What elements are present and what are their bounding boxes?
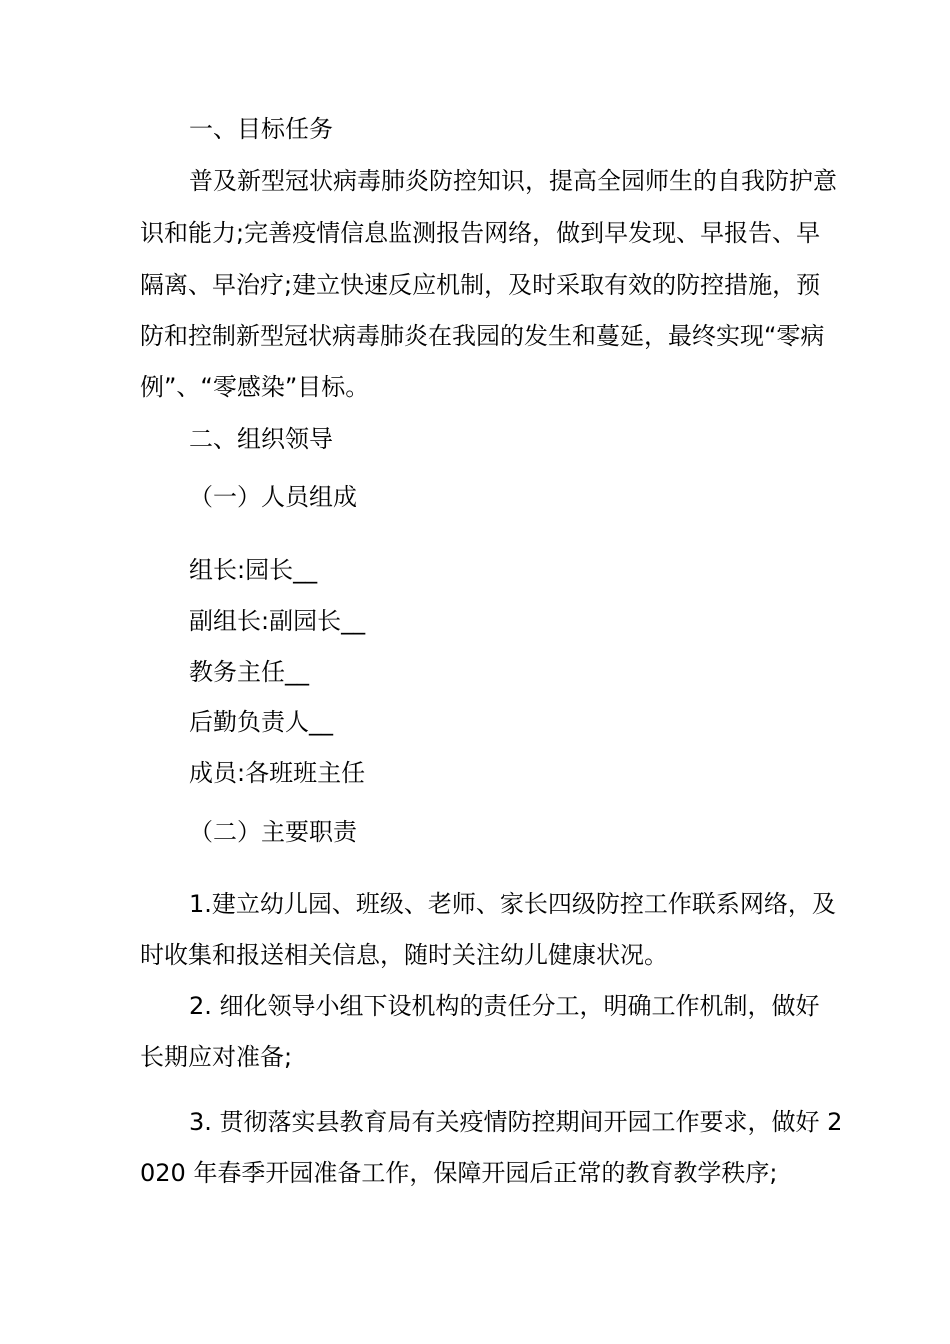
subsection-1-heading: （一）人员组成 xyxy=(189,483,357,511)
paragraph-line: 普及新型冠状病毒肺炎防控知识，提高全园师生的自我防护意 xyxy=(189,167,837,195)
member-line: 副组长:副园长__ xyxy=(189,607,366,635)
subsection-2-heading: （二）主要职责 xyxy=(189,818,357,846)
duty-item-line: 1.建立幼儿园、班级、老师、家长四级防控工作联系网络，及 xyxy=(189,890,836,918)
duty-item-line: 长期应对准备; xyxy=(140,1043,293,1071)
duty-item-line: 020 年春季开园准备工作，保障开园后正常的教育教学秩序; xyxy=(140,1159,778,1187)
member-line: 组长:园长__ xyxy=(189,556,318,584)
member-line: 成员:各班班主任 xyxy=(189,759,366,787)
paragraph-line: 隔离、早治疗;建立快速反应机制，及时采取有效的防控措施，预 xyxy=(140,271,821,299)
member-line: 教务主任__ xyxy=(189,658,309,686)
duty-item-line: 时收集和报送相关信息，随时关注幼儿健康状况。 xyxy=(140,941,668,969)
duty-item-line: 3. 贯彻落实县教育局有关疫情防控期间开园工作要求，做好 2 xyxy=(189,1108,843,1136)
paragraph-line: 例”、“零感染”目标。 xyxy=(140,373,370,401)
duty-item-line: 2. 细化领导小组下设机构的责任分工，明确工作机制，做好 xyxy=(189,992,820,1020)
paragraph-line: 识和能力;完善疫情信息监测报告网络，做到早发现、早报告、早 xyxy=(140,219,821,247)
paragraph-line: 防和控制新型冠状病毒肺炎在我园的发生和蔓延，最终实现“零病 xyxy=(140,322,825,350)
member-line: 后勤负责人__ xyxy=(189,708,333,736)
section-1-heading: 一、目标任务 xyxy=(189,115,333,143)
section-2-heading: 二、组织领导 xyxy=(189,425,333,453)
